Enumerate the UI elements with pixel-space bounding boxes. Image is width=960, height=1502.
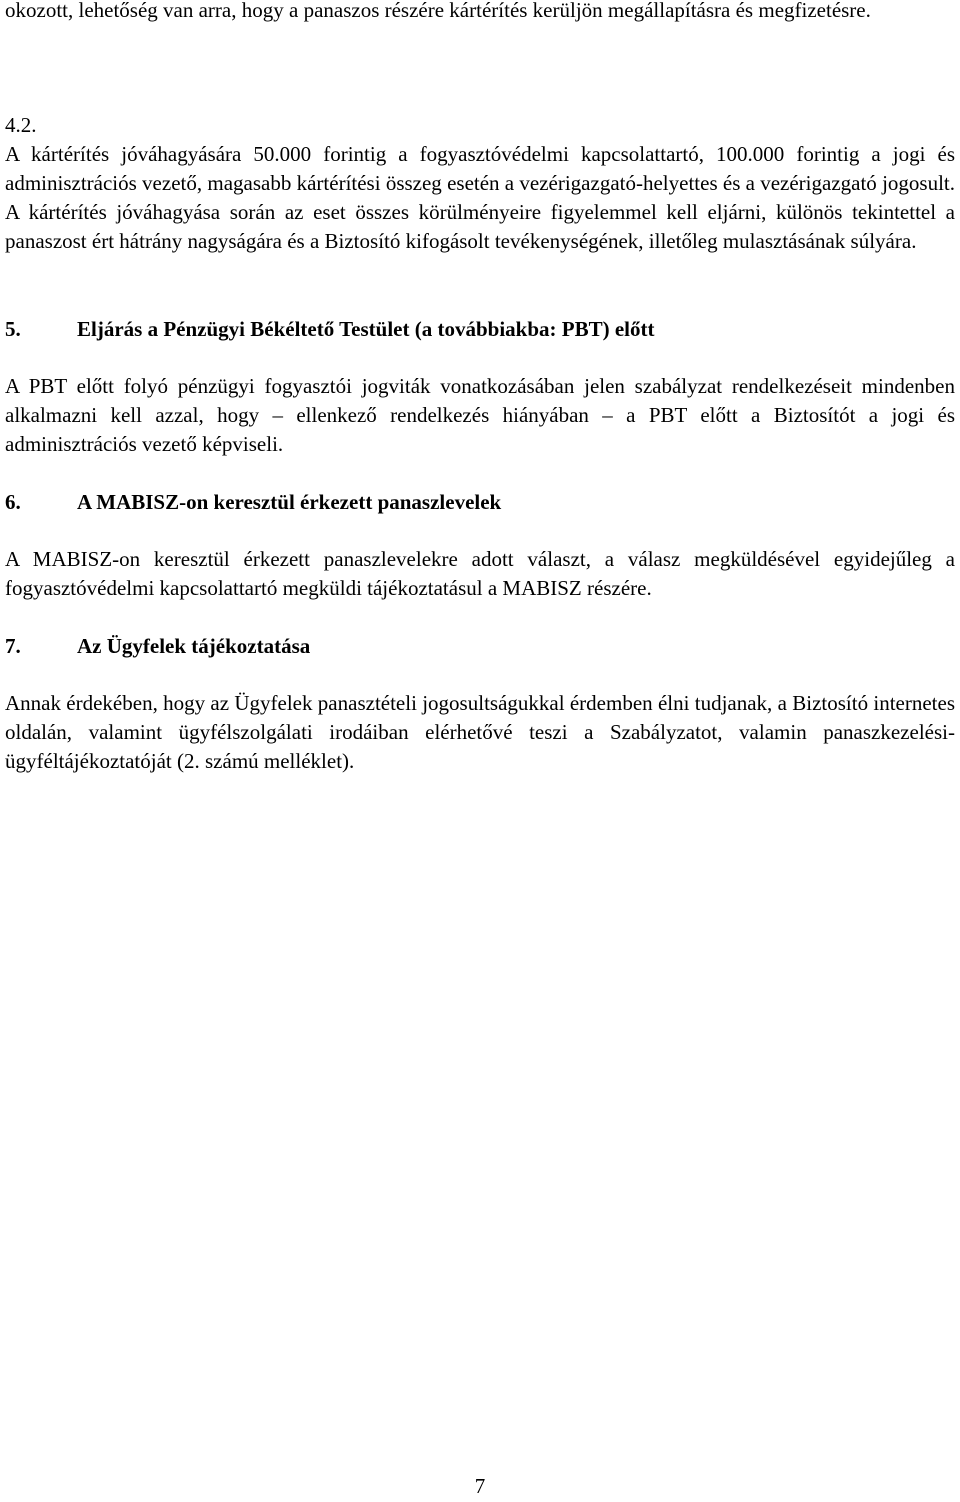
section-5-number: 5. [5, 317, 21, 341]
subsection-4-2-paragraph: A kártérítés jóváhagyására 50.000 forintig a fogyasztóvédelmi kapcsolattartó, 100.000 forintig a jogi és adminisztrációs vezető, magasabb kártérítési összeg esetén a vezérigazgató-helyettes és a vezérigazgató jogosult. A kártérítés jóváhagyása során az eset összes körülményeire figyelemmel kell eljárni, különös tekintettel a panaszost ért hátrány nagyságára és a Biztosító kifogásolt tevékenységének, illetőleg mulasztásának súlyára. [5, 142, 955, 253]
section-7-number: 7. [5, 634, 21, 658]
section-5-title: Eljárás a Pénzügyi Békéltető Testület (a továbbiakba: PBT) előtt [77, 317, 655, 341]
subsection-4-2-number: 4.2. [5, 113, 37, 137]
section-7-title: Az Ügyfelek tájékoztatása [77, 634, 311, 658]
section-5-paragraph: A PBT előtt folyó pénzügyi fogyasztói jogviták vonatkozásában jelen szabályzat rendelkezéseit mindenben alkalmazni kell azzal, hogy – ellenkező rendelkezés hiányában – a PBT előtt a Biztosítót a jogi és adminisztrációs vezető képviseli. [5, 374, 955, 456]
section-6-number: 6. [5, 490, 21, 514]
section-6-paragraph: A MABISZ-on keresztül érkezett panaszlevelekre adott választ, a válasz megküldésével egyidejűleg a fogyasztóvédelmi kapcsolattartó megküldi tájékoztatásul a MABISZ részére. [5, 547, 955, 600]
page-number: 7 [474, 1474, 486, 1498]
section-6-title: A MABISZ-on keresztül érkezett panaszlevelek [77, 490, 502, 514]
intro-paragraph: okozott, lehetőség van arra, hogy a panaszos részére kártérítés kerüljön megállapításra és megfizetésre. [5, 0, 871, 22]
section-7-heading [5, 632, 955, 661]
section-6-heading [5, 488, 955, 517]
section-5-heading [5, 315, 955, 344]
section-7-paragraph: Annak érdekében, hogy az Ügyfelek panasztételi jogosultságukkal érdemben élni tudjanak, a Biztosító internetes oldalán, valamint ügyfélszolgálati irodáiban elérhetővé teszi a Szabályzatot, valamin panaszkezelési-ügyféltájékoztatóját (2. számú melléklet). [5, 691, 955, 773]
